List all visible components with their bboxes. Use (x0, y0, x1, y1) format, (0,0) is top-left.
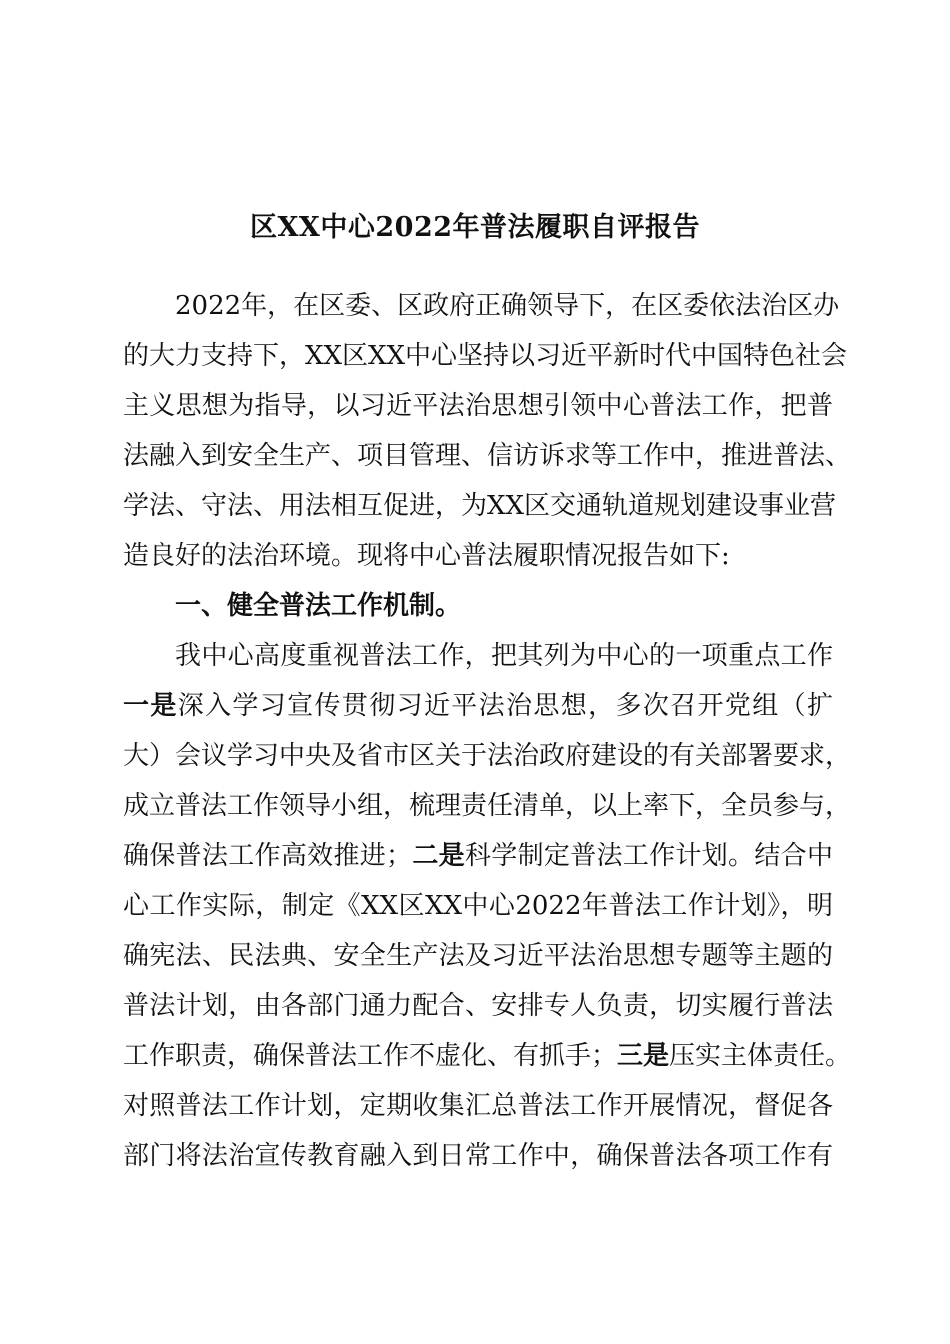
intro-paragraph-line: 造良好的法治环境。现将中心普法履职情况报告如下: (123, 541, 730, 571)
keyword-second: 二是 (412, 841, 465, 871)
intro-paragraph-line: 法融入到安全生产、项目管理、信访诉求等工作中，推进普法、 (123, 441, 852, 471)
body-paragraph-line: 对照普法工作计划，定期收集汇总普法工作开展情况，督促各 (123, 1091, 833, 1121)
body-paragraph-line: 成立普法工作领导小组，梳理责任清单，以上率下，全员参与， (123, 791, 852, 821)
body-text: 工作职责，确保普法工作不虚化、有抓手； (123, 1041, 618, 1071)
body-paragraph-line (123, 686, 833, 726)
keyword-first: 一是 (123, 691, 178, 721)
body-text: 深入学习宣传贯彻习近平法治思想，多次召开党组（扩 (177, 691, 833, 721)
body-text: 科学制定普法工作计划。结合中 (464, 841, 833, 871)
body-paragraph-line (123, 836, 833, 876)
section-heading: 一、健全普法工作机制。 (175, 591, 462, 621)
document-title: 区XX中心2022年普法履职自评报告 (249, 212, 701, 243)
keyword-third: 三是 (617, 1041, 670, 1071)
body-paragraph-line: 大）会议学习中央及省市区关于法治政府建设的有关部署要求， (123, 741, 852, 771)
intro-paragraph-line: 主义思想为指导，以习近平法治思想引领中心普法工作，把普 (123, 391, 833, 421)
body-text: 确保普法工作高效推进； (123, 841, 413, 871)
body-text: 压实主体责任。 (669, 1041, 852, 1071)
body-paragraph-line: 确宪法、民法典、安全生产法及习近平法治思想专题等主题的 (123, 941, 833, 971)
body-paragraph-line: 部门将法治宣传教育融入到日常工作中，确保普法各项工作有 (123, 1141, 833, 1171)
intro-paragraph-line: 的大力支持下，XX区XX中心坚持以习近平新时代中国特色社会 (123, 341, 848, 371)
intro-paragraph-line: 2022年，在区委、区政府正确领导下，在区委依法治区办 (175, 291, 840, 321)
body-paragraph-line: 我中心高度重视普法工作，把其列为中心的一项重点工作 (175, 641, 833, 671)
intro-paragraph-line: 学法、守法、用法相互促进，为XX区交通轨道规划建设事业营 (123, 491, 837, 521)
body-paragraph-line: 心工作实际，制定《XX区XX中心2022年普法工作计划》，明 (123, 891, 833, 921)
body-paragraph-line (123, 1036, 852, 1076)
body-paragraph-line: 普法计划，由各部门通力配合、安排专人负责，切实履行普法 (123, 991, 833, 1021)
